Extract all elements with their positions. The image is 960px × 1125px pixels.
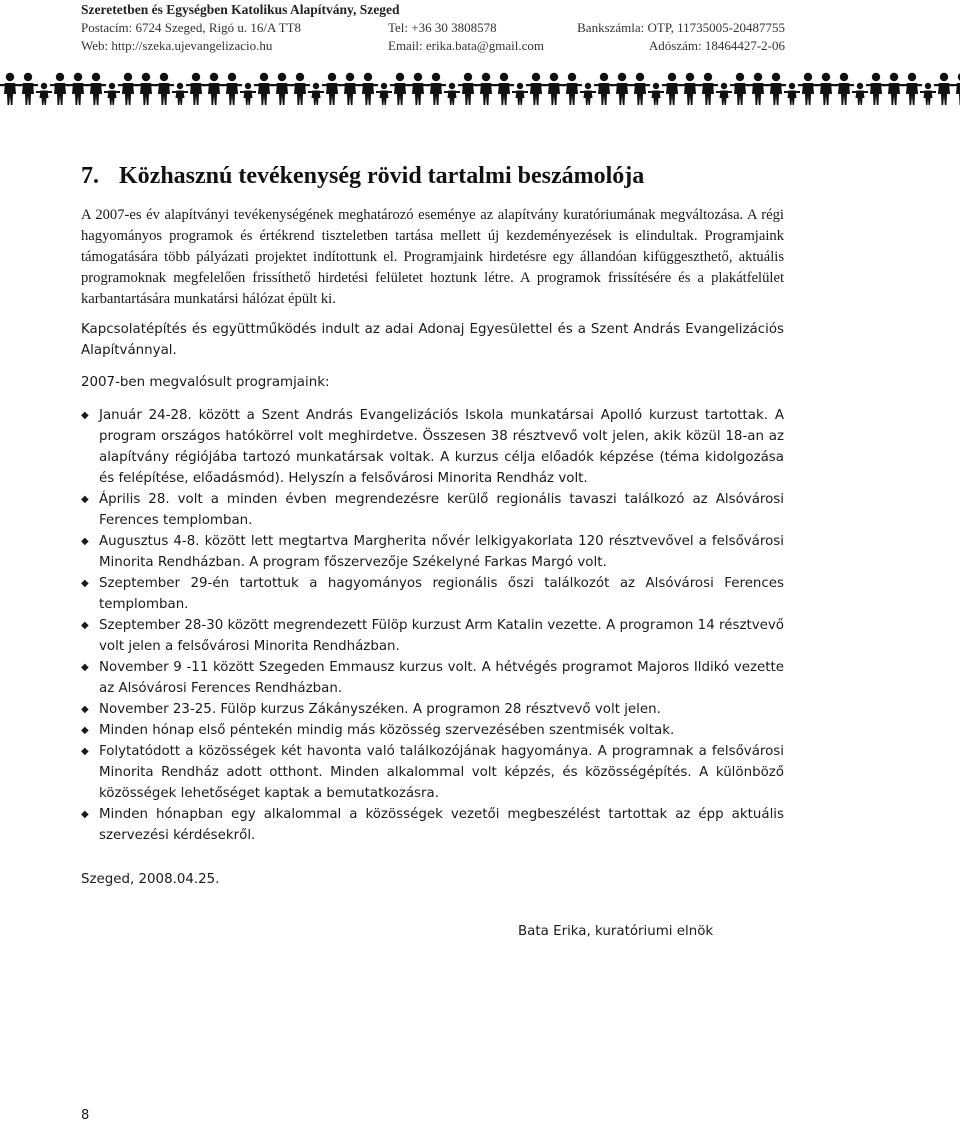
adult-figure-icon (86, 73, 106, 105)
adult-figure-icon (902, 73, 922, 105)
diamond-bullet-icon: ◆ (81, 809, 89, 820)
email-link[interactable]: Email: erika.bata@gmail.com (388, 38, 544, 53)
adult-figure-icon (18, 73, 38, 105)
list-item: ◆ Minden hónap első péntekén mindig más közösség szervezésében szentmisék voltak. (81, 720, 784, 741)
diamond-bullet-icon: ◆ (81, 494, 89, 505)
list-item: ◆ Szeptember 28-30 között megrendezett Fülöp kurzust Arm Katalin vezette. A programon 14 résztvevő volt jelen a felsővárosi Minorita Rendházban. (81, 615, 784, 657)
diamond-bullet-icon: ◆ (81, 704, 89, 715)
adult-figure-icon (186, 73, 206, 105)
list-item: ◆ Április 28. volt a minden évben megrendezésre kerülő regionális tavaszi találkozó az Alsóvárosi Ferences templomban. (81, 489, 784, 531)
bank-account: Bankszámla: OTP, 11735005-20487755 (577, 20, 785, 35)
child-figure-icon (716, 83, 732, 105)
adult-figure-icon (748, 73, 768, 105)
adult-figure-icon (662, 73, 682, 105)
child-figure-icon (580, 83, 596, 105)
diamond-bullet-icon: ◆ (81, 725, 89, 736)
programs-heading: 2007-ben megvalósult programjaink: (81, 375, 330, 390)
list-item: ◆ November 9 -11 között Szegeden Emmausz kurzus volt. A hétvégés programot Majoros Ildikó vezette az Alsóvárosi Ferences Rendházban. (81, 657, 784, 699)
section-title-text: Közhasznú tevékenység rövid tartalmi beszámolója (119, 163, 645, 189)
signature: Bata Erika, kuratóriumi elnök (518, 924, 714, 939)
child-figure-icon (512, 83, 528, 105)
adult-figure-icon (322, 73, 342, 105)
adult-figure-icon (458, 73, 478, 105)
child-figure-icon (784, 83, 800, 105)
child-figure-icon (308, 83, 324, 105)
adult-figure-icon (476, 73, 496, 105)
child-figure-icon (648, 83, 664, 105)
section-title (81, 163, 644, 190)
adult-figure-icon (680, 73, 700, 105)
list-item: ◆ November 23-25. Fülöp kurzus Zákányszéken. A programon 28 résztvevő volt jelen. (81, 699, 784, 720)
adult-figure-icon (204, 73, 224, 105)
adult-figure-icon (698, 73, 718, 105)
adult-figure-icon (544, 73, 564, 105)
tax-number: Adószám: 18464427-2-06 (648, 38, 785, 53)
adult-figure-icon (866, 73, 886, 105)
diamond-bullet-icon: ◆ (81, 620, 89, 631)
child-figure-icon (36, 83, 52, 105)
child-figure-icon (172, 83, 188, 105)
cooperation-paragraph: Kapcsolatépítés és együttműködés indult az adai Adonaj Egyesülettel és a Szent András Evangelizációs Alapítvánnyal. (81, 322, 784, 358)
adult-figure-icon (594, 73, 614, 105)
adult-figure-icon (50, 73, 70, 105)
child-figure-icon (376, 83, 392, 105)
website-link[interactable]: Web: http://szeka.ujevangelizacio.hu (81, 38, 273, 53)
intro-paragraph: A 2007-es év alapítványi tevékenységének meghatározó eseménye az alapítvány kuratóriumának megváltozása. A régi hagyományos programok és értékrend tiszteletben tartása mellett új kezdeményezések is elindultak. Programjaink támogatására több pályázati projektet indítottunk el. Programjaink hirdetésre egy állandóan kifüggeszthető, aktuális programoknak megfelelően frissíthető hirdetési felületet hoztunk létre. A programok frissítésére és a plakátfelület karbantartására munkatársi hálózat épült ki. (81, 207, 784, 307)
adult-figure-icon (426, 73, 446, 105)
diamond-bullet-icon: ◆ (81, 578, 89, 589)
adult-figure-icon (834, 73, 854, 105)
child-figure-icon (920, 83, 936, 105)
list-item: ◆ Január 24-28. között a Szent András Evangelizációs Iskola munkatársai Apolló kurzust tartottak. A program országos hatókörrel volt meghirdetve. Összesen 38 résztvevő volt jelen, akik közül 18-an az alapítvány régiójába tartozó munkatársak voltak. A kurzus célja előadók képzése (téma kidolgozása és felépítése, előadásmód). Helyszín a felsővárosi Minorita Rendház volt. (81, 405, 784, 489)
adult-figure-icon (358, 73, 378, 105)
adult-figure-icon (934, 73, 954, 105)
list-item: ◆ Szeptember 29-én tartottuk a hagyományos regionális őszi találkozót az Alsóvárosi Ferences templomban. (81, 573, 784, 615)
adult-figure-icon (766, 73, 786, 105)
adult-figure-icon (154, 73, 174, 105)
adult-figure-icon (290, 73, 310, 105)
adult-figure-icon (272, 73, 292, 105)
adult-figure-icon (68, 73, 88, 105)
adult-figure-icon (816, 73, 836, 105)
adult-figure-icon (798, 73, 818, 105)
adult-figure-icon (730, 73, 750, 105)
diamond-bullet-icon: ◆ (81, 662, 89, 673)
adult-figure-icon (340, 73, 360, 105)
child-figure-icon (852, 83, 868, 105)
page-number: 8 (81, 1108, 90, 1123)
people-chain-icon (0, 72, 960, 106)
list-item: ◆ Augusztus 4-8. között lett megtartva Margherita nővér lelkigyakorlata 120 résztvevővel a felsővárosi Minorita Rendházban. A program főszervezője Székelyné Farkas Margó volt. (81, 531, 784, 573)
adult-figure-icon (222, 73, 242, 105)
people-chain-figures (0, 73, 960, 105)
diamond-bullet-icon: ◆ (81, 746, 89, 757)
adult-figure-icon (408, 73, 428, 105)
programs-list (81, 405, 784, 846)
adult-figure-icon (884, 73, 904, 105)
child-figure-icon (444, 83, 460, 105)
list-item: ◆ Minden hónapban egy alkalommal a közösségek vezetői megbeszélést tartottak az épp aktuális szervezési kérdésekről. (81, 804, 784, 846)
adult-figure-icon (254, 73, 274, 105)
phone-number: Tel: +36 30 3808578 (388, 20, 497, 35)
adult-figure-icon (494, 73, 514, 105)
adult-figure-icon (952, 73, 960, 105)
list-item: ◆ Folytatódott a közösségek két havonta való találkozójának hagyománya. A programnak a felsővárosi Minorita Rendház adott otthont. Minden alkalommal volt képzés, és közösségépítés. A különböző közösségek lehetőséget kaptak a bemutatkozásra. (81, 741, 784, 804)
adult-figure-icon (612, 73, 632, 105)
child-figure-icon (240, 83, 256, 105)
child-figure-icon (104, 83, 120, 105)
postal-address: Postacím: 6724 Szeged, Rigó u. 16/A TT8 (81, 20, 302, 35)
adult-figure-icon (562, 73, 582, 105)
diamond-bullet-icon: ◆ (81, 536, 89, 547)
adult-figure-icon (0, 73, 20, 105)
diamond-bullet-icon: ◆ (81, 410, 89, 421)
adult-figure-icon (118, 73, 138, 105)
adult-figure-icon (390, 73, 410, 105)
adult-figure-icon (136, 73, 156, 105)
document-date: Szeged, 2008.04.25. (81, 872, 220, 887)
section-number: 7. (81, 163, 99, 189)
adult-figure-icon (630, 73, 650, 105)
adult-figure-icon (526, 73, 546, 105)
organization-name: Szeretetben és Egységben Katolikus Alapítvány, Szeged (81, 2, 400, 17)
